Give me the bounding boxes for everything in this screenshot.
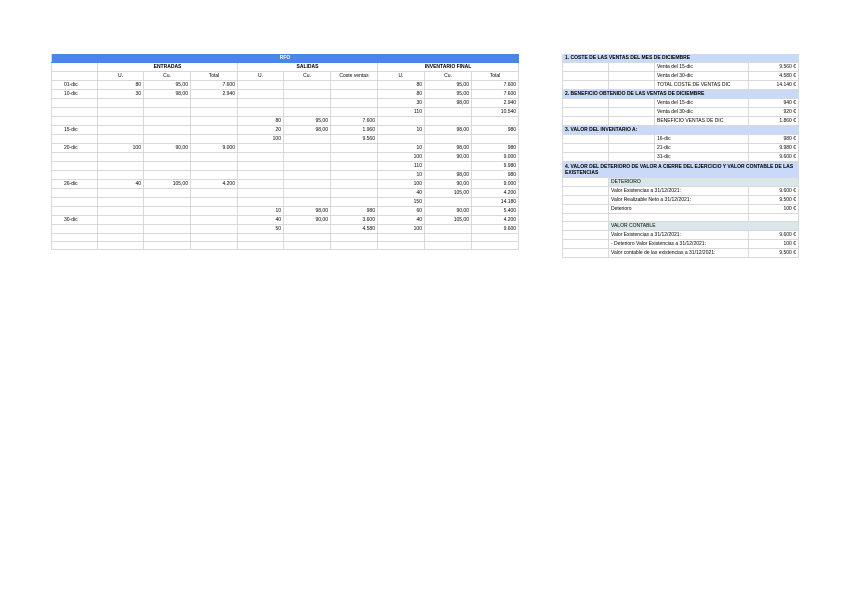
value-cell	[331, 162, 378, 171]
value-cell	[472, 117, 519, 126]
value-cell: 105,00	[425, 189, 472, 198]
value-cell	[98, 198, 144, 207]
result-label: 16-dic	[655, 135, 749, 144]
result-value: 940 €	[749, 99, 799, 108]
result-value: 9.500 €	[749, 249, 799, 258]
rfo-title-row	[52, 54, 519, 63]
result-value: 9.980 €	[749, 144, 799, 153]
value-cell: 98,00	[425, 144, 472, 153]
section-1-title: 1. COSTE DE LAS VENTAS DEL MES DE DICIEMBRE	[563, 54, 799, 63]
rfo-row	[52, 207, 519, 216]
result-value: 9.600 €	[749, 153, 799, 162]
value-cell	[284, 171, 331, 180]
value-cell: 100	[98, 144, 144, 153]
rfo-row	[52, 135, 519, 144]
result-total-row	[563, 81, 799, 90]
value-cell: 7.600	[331, 117, 378, 126]
result-row	[563, 135, 799, 144]
value-cell: 20	[238, 126, 284, 135]
column-header: Cu.	[425, 72, 472, 81]
value-cell: 90,00	[284, 216, 331, 225]
value-cell	[472, 234, 519, 242]
value-cell	[144, 117, 191, 126]
column-header: Cu.	[144, 72, 191, 81]
value-cell: 50	[238, 225, 284, 234]
section-1-header	[563, 54, 799, 63]
date-cell	[52, 153, 98, 162]
value-cell	[331, 180, 378, 189]
rfo-row	[52, 189, 519, 198]
value-cell: 980	[472, 171, 519, 180]
value-cell	[425, 242, 472, 250]
result-row	[563, 63, 799, 72]
value-cell: 98,00	[425, 171, 472, 180]
entradas-header: ENTRADAS	[98, 63, 238, 72]
value-cell: 3.600	[331, 216, 378, 225]
rfo-row	[52, 153, 519, 162]
result-row	[563, 196, 799, 205]
value-cell	[98, 135, 144, 144]
rfo-row	[52, 242, 519, 250]
result-label: Venta del 30-dic	[655, 108, 749, 117]
date-cell	[52, 99, 98, 108]
value-cell	[284, 153, 331, 162]
rfo-row	[52, 225, 519, 234]
value-cell	[331, 189, 378, 198]
value-cell: 7.600	[472, 81, 519, 90]
value-cell	[331, 198, 378, 207]
rfo-row	[52, 162, 519, 171]
value-cell	[425, 117, 472, 126]
value-cell	[284, 81, 331, 90]
result-label: Venta del 30-dic	[655, 72, 749, 81]
value-cell	[331, 81, 378, 90]
result-value: 100 €	[749, 205, 799, 214]
value-cell: 10	[378, 171, 425, 180]
value-cell: 110	[378, 162, 425, 171]
value-cell	[191, 242, 238, 250]
value-cell	[191, 207, 238, 216]
value-cell	[472, 135, 519, 144]
value-cell: 105,00	[144, 180, 191, 189]
value-cell	[191, 162, 238, 171]
value-cell	[191, 225, 238, 234]
result-value: 14.140 €	[749, 81, 799, 90]
value-cell	[238, 144, 284, 153]
date-cell: 10-dic	[52, 90, 98, 99]
value-cell	[191, 171, 238, 180]
value-cell	[238, 242, 284, 250]
column-header: U.	[238, 72, 284, 81]
result-row	[563, 153, 799, 162]
rfo-row	[52, 90, 519, 99]
value-cell	[98, 162, 144, 171]
value-cell	[144, 225, 191, 234]
value-cell	[98, 207, 144, 216]
rfo-row	[52, 126, 519, 135]
value-cell	[191, 117, 238, 126]
value-cell: 40	[378, 216, 425, 225]
result-label: Valor Existencias a 31/12/2021:	[609, 187, 749, 196]
value-cell: 90,00	[425, 207, 472, 216]
rfo-row	[52, 216, 519, 225]
date-cell: 26-dic	[52, 180, 98, 189]
value-cell	[98, 171, 144, 180]
date-cell	[52, 135, 98, 144]
value-cell	[378, 242, 425, 250]
value-cell: 105,00	[425, 216, 472, 225]
value-cell	[284, 180, 331, 189]
result-row	[563, 240, 799, 249]
value-cell	[238, 99, 284, 108]
contable-header-row	[563, 222, 799, 231]
value-cell: 9.980	[472, 162, 519, 171]
value-cell	[191, 135, 238, 144]
value-cell: 2.940	[472, 99, 519, 108]
value-cell	[98, 153, 144, 162]
date-cell	[52, 171, 98, 180]
value-cell	[238, 180, 284, 189]
value-cell: 1.960	[331, 126, 378, 135]
value-cell: 60	[378, 207, 425, 216]
section-2-header	[563, 90, 799, 99]
value-cell: 80	[378, 81, 425, 90]
value-cell	[98, 126, 144, 135]
rfo-row	[52, 180, 519, 189]
result-label: Deterioro	[609, 205, 749, 214]
result-label: - Deterioro Valor Existencias a 31/12/2021:	[609, 240, 749, 249]
results-table	[562, 54, 799, 258]
value-cell	[472, 242, 519, 250]
result-row	[563, 249, 799, 258]
value-cell: 98,00	[144, 90, 191, 99]
value-cell	[378, 234, 425, 242]
value-cell	[98, 234, 144, 242]
result-value: 9.500 €	[749, 196, 799, 205]
value-cell	[191, 189, 238, 198]
rfo-row	[52, 108, 519, 117]
value-cell: 30	[98, 90, 144, 99]
value-cell: 80	[98, 81, 144, 90]
value-cell: 9.000	[472, 180, 519, 189]
value-cell	[378, 117, 425, 126]
blank-row	[563, 214, 799, 222]
value-cell: 100	[378, 153, 425, 162]
value-cell	[98, 216, 144, 225]
value-cell: 10	[378, 144, 425, 153]
value-cell: 5.400	[472, 207, 519, 216]
blank-cell	[52, 63, 98, 72]
value-cell: 7.600	[191, 81, 238, 90]
value-cell	[144, 108, 191, 117]
section-3-title: 3. VALOR DEL INVENTARIO A:	[563, 126, 799, 135]
result-total-row	[563, 117, 799, 126]
rfo-row	[52, 171, 519, 180]
value-cell	[98, 225, 144, 234]
value-cell	[331, 242, 378, 250]
result-row	[563, 187, 799, 196]
value-cell: 95,00	[425, 81, 472, 90]
date-cell: 15-dic	[52, 126, 98, 135]
value-cell	[98, 99, 144, 108]
rfo-column-row	[52, 72, 519, 81]
column-header: U.	[378, 72, 425, 81]
date-cell	[52, 207, 98, 216]
date-cell	[52, 234, 98, 242]
value-cell	[284, 189, 331, 198]
value-cell	[238, 234, 284, 242]
value-cell	[191, 153, 238, 162]
value-cell	[331, 99, 378, 108]
date-cell	[52, 108, 98, 117]
rfo-row	[52, 144, 519, 153]
value-cell: 9.000	[191, 144, 238, 153]
result-row	[563, 99, 799, 108]
value-cell	[331, 234, 378, 242]
value-cell	[331, 144, 378, 153]
result-value: 1.860 €	[749, 117, 799, 126]
value-cell	[191, 108, 238, 117]
section-4-header	[563, 162, 799, 178]
value-cell	[98, 108, 144, 117]
value-cell	[98, 242, 144, 250]
rfo-row	[52, 99, 519, 108]
result-label: 21-dic	[655, 144, 749, 153]
value-cell	[238, 198, 284, 207]
value-cell: 2.940	[191, 90, 238, 99]
value-cell	[425, 198, 472, 207]
rfo-table	[51, 54, 519, 250]
value-cell	[144, 234, 191, 242]
rfo-row	[52, 198, 519, 207]
result-row	[563, 231, 799, 240]
value-cell	[144, 207, 191, 216]
value-cell: 10.540	[472, 108, 519, 117]
value-cell	[284, 135, 331, 144]
value-cell: 100	[378, 225, 425, 234]
value-cell	[284, 99, 331, 108]
value-cell	[238, 108, 284, 117]
value-cell	[378, 135, 425, 144]
date-cell	[52, 162, 98, 171]
result-label: 31-dic	[655, 153, 749, 162]
result-label: Valor Existencias a 31/12/2021:	[609, 231, 749, 240]
result-value: 100 €	[749, 240, 799, 249]
value-cell	[284, 90, 331, 99]
value-cell	[238, 81, 284, 90]
value-cell: 95,00	[425, 90, 472, 99]
value-cell: 9.560	[331, 135, 378, 144]
blank-cell	[52, 72, 98, 81]
value-cell	[331, 171, 378, 180]
value-cell	[331, 90, 378, 99]
rfo-row	[52, 117, 519, 126]
section-3-header	[563, 126, 799, 135]
value-cell	[238, 162, 284, 171]
value-cell: 98,00	[284, 207, 331, 216]
value-cell	[144, 126, 191, 135]
deterioro-header: DETERIORO	[609, 178, 799, 187]
value-cell	[191, 216, 238, 225]
value-cell: 9.000	[472, 153, 519, 162]
value-cell: 100	[378, 180, 425, 189]
value-cell	[331, 153, 378, 162]
value-cell	[98, 189, 144, 198]
result-value: 4.580 €	[749, 72, 799, 81]
value-cell: 980	[472, 126, 519, 135]
value-cell	[331, 108, 378, 117]
date-cell: 30-dic	[52, 216, 98, 225]
value-cell	[144, 99, 191, 108]
date-cell	[52, 225, 98, 234]
result-label: Venta del 15-dic	[655, 63, 749, 72]
value-cell	[284, 144, 331, 153]
date-cell	[52, 198, 98, 207]
result-row	[563, 205, 799, 214]
value-cell	[284, 108, 331, 117]
value-cell	[144, 171, 191, 180]
value-cell	[425, 108, 472, 117]
value-cell: 110	[378, 108, 425, 117]
value-cell	[425, 135, 472, 144]
value-cell: 40	[238, 216, 284, 225]
result-label: Valor Realizable Neto a 31/12/2021:	[609, 196, 749, 205]
column-header: Total	[191, 72, 238, 81]
value-cell	[238, 171, 284, 180]
value-cell: 95,00	[144, 81, 191, 90]
contable-header: VALOR CONTABLE	[609, 222, 799, 231]
value-cell: 4.200	[191, 180, 238, 189]
value-cell: 90,00	[144, 144, 191, 153]
value-cell: 98,00	[284, 126, 331, 135]
column-header: U.	[98, 72, 144, 81]
column-header: Coste ventas	[331, 72, 378, 81]
value-cell	[425, 225, 472, 234]
value-cell: 80	[378, 90, 425, 99]
value-cell	[284, 242, 331, 250]
value-cell	[144, 162, 191, 171]
value-cell	[284, 198, 331, 207]
value-cell: 95,00	[284, 117, 331, 126]
value-cell: 90,00	[425, 153, 472, 162]
result-value: 9.600 €	[749, 187, 799, 196]
inventario-header: INVENTARIO FINAL	[378, 63, 519, 72]
deterioro-header-row	[563, 178, 799, 187]
value-cell	[425, 162, 472, 171]
value-cell: 150	[378, 198, 425, 207]
value-cell	[238, 153, 284, 162]
result-row	[563, 72, 799, 81]
value-cell	[144, 135, 191, 144]
value-cell: 980	[331, 207, 378, 216]
result-label: BENEFICIO VENTAS DE DIC	[655, 117, 749, 126]
section-2-title: 2. BENEFICIO OBTENIDO DE LAS VENTAS DE DICIEMBRE	[563, 90, 799, 99]
value-cell	[144, 153, 191, 162]
result-value: 980 €	[749, 135, 799, 144]
rfo-group-row	[52, 63, 519, 72]
value-cell: 4.580	[331, 225, 378, 234]
value-cell	[191, 234, 238, 242]
value-cell	[191, 198, 238, 207]
value-cell: 100	[238, 135, 284, 144]
date-cell	[52, 117, 98, 126]
value-cell: 980	[472, 144, 519, 153]
section-4-title: 4. VALOR DEL DETERIORO DE VALOR A CIERRE DEL EJERCICIO Y VALOR CONTABLE DE LAS EXISTENCIAS	[563, 162, 799, 178]
value-cell: 9.600	[472, 225, 519, 234]
value-cell	[191, 99, 238, 108]
value-cell: 98,00	[425, 99, 472, 108]
value-cell: 80	[238, 117, 284, 126]
value-cell	[144, 216, 191, 225]
result-row	[563, 108, 799, 117]
result-value: 920 €	[749, 108, 799, 117]
value-cell: 98,00	[425, 126, 472, 135]
result-value: 9.600 €	[749, 231, 799, 240]
value-cell	[144, 242, 191, 250]
value-cell	[144, 189, 191, 198]
value-cell: 90,00	[425, 180, 472, 189]
value-cell: 30	[378, 99, 425, 108]
rfo-row	[52, 81, 519, 90]
value-cell	[284, 225, 331, 234]
value-cell	[238, 189, 284, 198]
value-cell	[238, 90, 284, 99]
value-cell	[98, 117, 144, 126]
salidas-header: SALIDAS	[238, 63, 378, 72]
value-cell: 4.200	[472, 189, 519, 198]
value-cell	[284, 234, 331, 242]
column-header: Cu.	[284, 72, 331, 81]
date-cell	[52, 189, 98, 198]
value-cell: 10	[238, 207, 284, 216]
value-cell: 7.600	[472, 90, 519, 99]
date-cell	[52, 242, 98, 250]
rfo-row	[52, 234, 519, 242]
column-header: Total	[472, 72, 519, 81]
date-cell: 01-dic	[52, 81, 98, 90]
value-cell: 10	[378, 126, 425, 135]
result-label: Valor contable de las existencias a 31/12/2021:	[609, 249, 749, 258]
date-cell: 20-dic	[52, 144, 98, 153]
result-row	[563, 144, 799, 153]
value-cell: 40	[378, 189, 425, 198]
value-cell	[191, 126, 238, 135]
result-label: Venta del 15-dic	[655, 99, 749, 108]
value-cell	[144, 198, 191, 207]
value-cell	[284, 162, 331, 171]
result-label: TOTAL COSTE DE VENTAS DIC	[655, 81, 749, 90]
value-cell: 14.180	[472, 198, 519, 207]
rfo-title: RFO	[52, 54, 519, 63]
value-cell: 4.200	[472, 216, 519, 225]
value-cell: 40	[98, 180, 144, 189]
result-value: 9.560 €	[749, 63, 799, 72]
value-cell	[425, 234, 472, 242]
